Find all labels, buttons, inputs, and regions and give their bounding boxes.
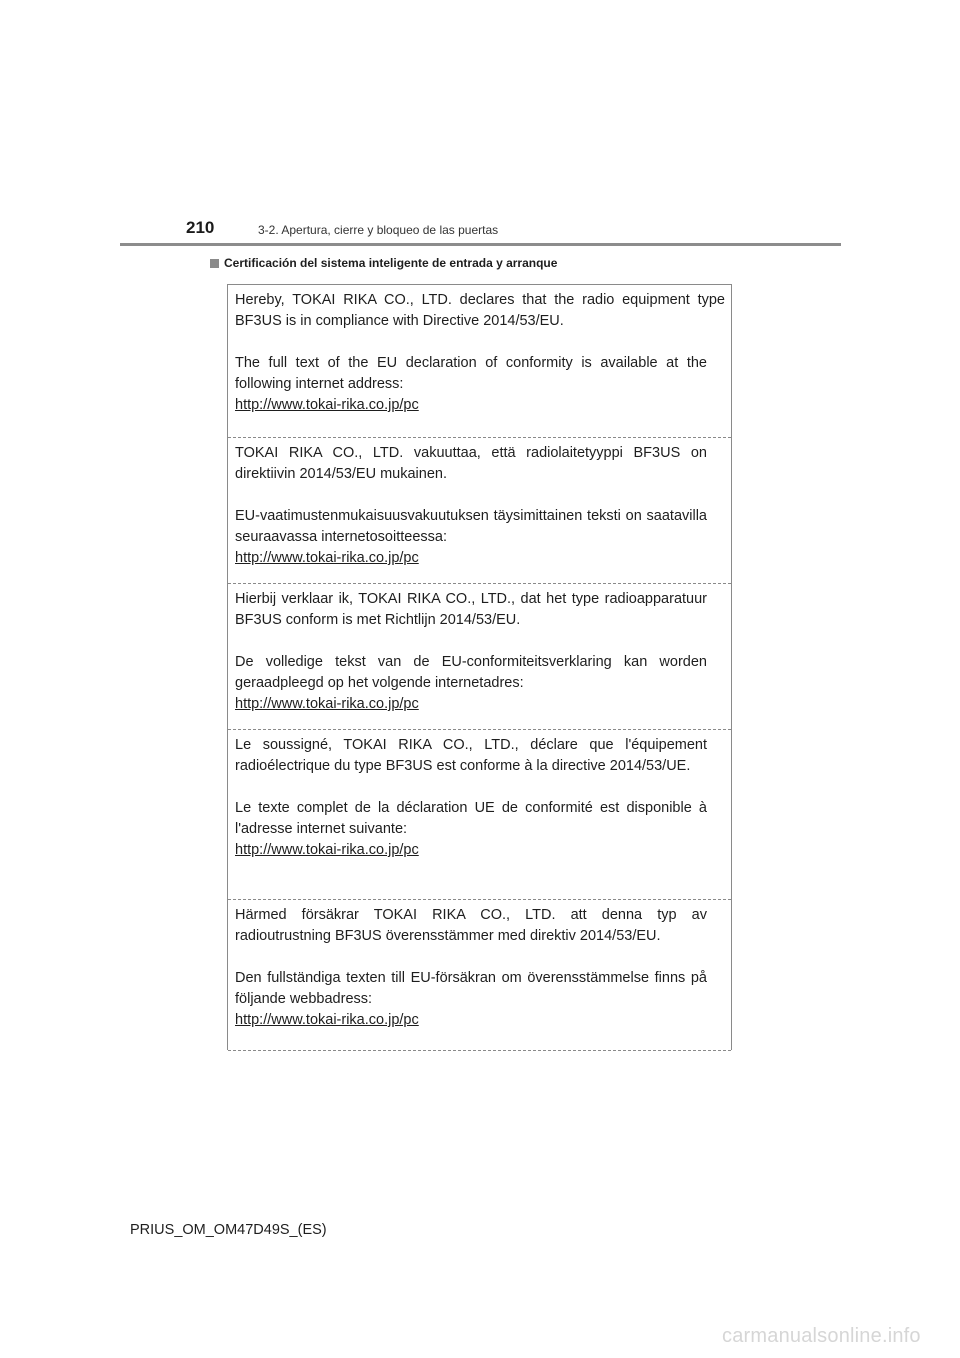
square-bullet-icon bbox=[210, 259, 219, 268]
declaration-link[interactable]: http://www.tokai-rika.co.jp/pc bbox=[235, 1012, 419, 1028]
declaration-finnish bbox=[228, 438, 731, 584]
declaration-statement: Hierbij verklaar ik, TOKAI RIKA CO., LTD., dat het type radioapparatuur BF3US conform is met Richtlijn 2014/53/EU. bbox=[235, 591, 707, 628]
declaration-french bbox=[228, 730, 731, 900]
header-rule bbox=[120, 243, 841, 246]
declaration-full-text-note: The full text of the EU declaration of conformity is available at the following internet address: bbox=[235, 355, 707, 392]
declaration-statement: Hereby, TOKAI RIKA CO., LTD. declares that the radio equipment type BF3US is in compliance with Directive 2014/53/EU. bbox=[235, 292, 725, 329]
declaration-swedish bbox=[228, 900, 731, 1051]
declaration-full-text-note: EU-vaatimustenmukaisuusvakuutuksen täysimittainen teksti on saatavilla seuraavassa internetosoitteessa: bbox=[235, 508, 707, 545]
declaration-statement: TOKAI RIKA CO., LTD. vakuuttaa, että radiolaitetyyppi BF3US on direktiivin 2014/53/EU mukainen. bbox=[235, 445, 707, 482]
section-title: 3-2. Apertura, cierre y bloqueo de las puertas bbox=[258, 223, 499, 237]
document-code: PRIUS_OM_OM47D49S_(ES) bbox=[130, 1222, 327, 1238]
declaration-english bbox=[228, 285, 731, 438]
declaration-full-text-note: De volledige tekst van de EU-conformiteitsverklaring kan worden geraadpleegd op het volgende internetadres: bbox=[235, 654, 707, 691]
declaration-link[interactable]: http://www.tokai-rika.co.jp/pc bbox=[235, 550, 419, 566]
declaration-box bbox=[227, 284, 732, 1050]
subheading-text: Certificación del sistema inteligente de entrada y arranque bbox=[224, 256, 558, 270]
page-number: 210 bbox=[186, 218, 215, 237]
declaration-full-text-note: Den fullständiga texten till EU-försäkran om överensstämmelse finns på följande webbadress: bbox=[235, 970, 707, 1007]
declaration-statement: Le soussigné, TOKAI RIKA CO., LTD., déclare que l'équipement radioélectrique du type BF3US est conforme à la directive 2014/53/UE. bbox=[235, 737, 707, 774]
declaration-link[interactable]: http://www.tokai-rika.co.jp/pc bbox=[235, 696, 419, 712]
subheading bbox=[210, 256, 557, 270]
declaration-statement: Härmed försäkrar TOKAI RIKA CO., LTD. att denna typ av radioutrustning BF3US överensstämmer med direktiv 2014/53/EU. bbox=[235, 907, 707, 944]
declaration-link[interactable]: http://www.tokai-rika.co.jp/pc bbox=[235, 397, 419, 413]
declaration-dutch bbox=[228, 584, 731, 730]
declaration-full-text-note: Le texte complet de la déclaration UE de conformité est disponible à l'adresse internet suivante: bbox=[235, 800, 707, 837]
declaration-link[interactable]: http://www.tokai-rika.co.jp/pc bbox=[235, 842, 419, 858]
watermark: carmanualsonline.info bbox=[722, 1325, 921, 1347]
